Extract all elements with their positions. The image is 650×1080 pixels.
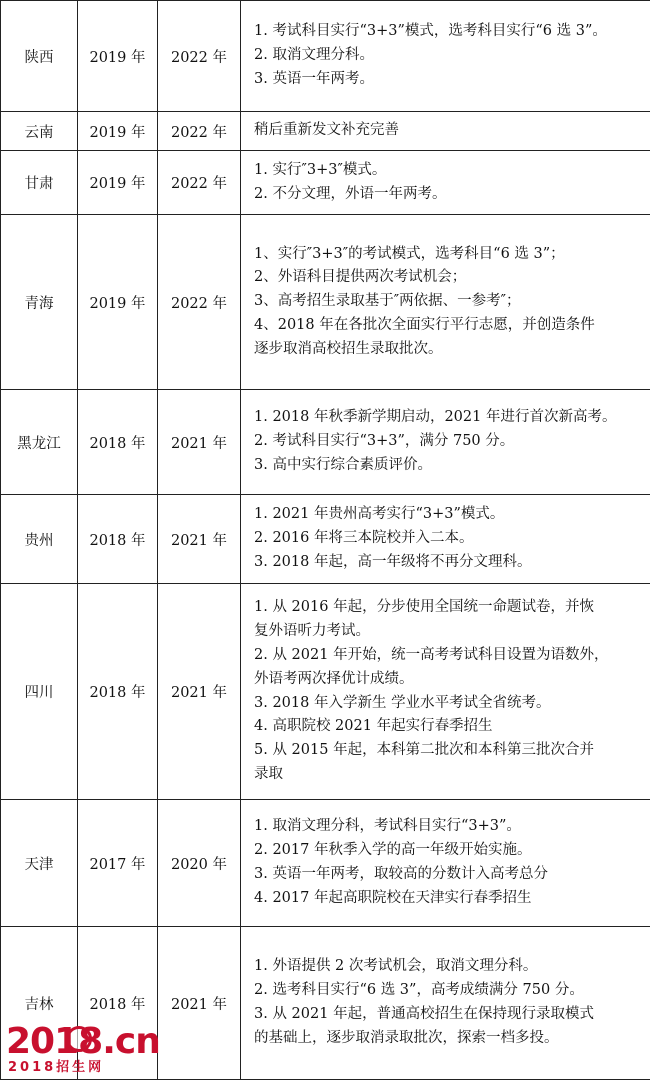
policy-line: 3、高考招生录取基于″两依据、一参考″； [254, 290, 642, 314]
province-cell: 贵州 [1, 495, 78, 584]
policy-table-body [1, 1, 650, 1080]
end-year-cell: 2021 年 [158, 584, 241, 800]
start-year-cell: 2018 年 [78, 495, 158, 584]
province-cell: 黑龙江 [1, 390, 78, 495]
policy-line: 2、外语科目提供两次考试机会； [254, 266, 642, 290]
table-row [1, 800, 650, 927]
end-year-cell: 2021 年 [158, 495, 241, 584]
start-year-cell: 2019 年 [78, 1, 158, 112]
policy-line: 1. 2021 年贵州高考实行“3+3”模式。 [254, 503, 642, 527]
policy-line: 1. 从 2016 年起，分步使用全国统一命题试卷，并恢 [254, 596, 642, 620]
site-watermark-logo [0, 1022, 170, 1079]
policy-line: 2. 不分文理，外语一年两考。 [254, 183, 642, 207]
policy-line: 4. 2017 年起高职院校在天津实行春季招生 [254, 887, 642, 911]
policy-line: 1. 考试科目实行“3+3”模式，选考科目实行“6 选 3”。 [254, 20, 642, 44]
policy-details-cell [241, 1, 650, 112]
end-year-cell: 2020 年 [158, 800, 241, 927]
policy-line: 稍后重新发文补充完善 [254, 119, 642, 143]
policy-line: 1. 外语提供 2 次考试机会，取消文理分科。 [254, 955, 642, 979]
policy-details-cell [241, 800, 650, 927]
policy-line: 2. 从 2021 年开始，统一高考考试科目设置为语数外， [254, 644, 642, 668]
table-row [1, 215, 650, 390]
policy-details-cell [241, 584, 650, 800]
table-row [1, 390, 650, 495]
policy-details-cell [241, 151, 650, 215]
policy-line: 复外语听力考试。 [254, 620, 642, 644]
policy-details-cell [241, 495, 650, 584]
end-year-cell: 2022 年 [158, 112, 241, 151]
province-cell: 吉林 [1, 927, 78, 1080]
province-cell: 甘肃 [1, 151, 78, 215]
start-year-cell: 2018 年 [78, 390, 158, 495]
policy-line: 外语考两次择优计成绩。 [254, 668, 642, 692]
policy-line: 录取 [254, 763, 642, 787]
table-row [1, 1, 650, 112]
policy-line: 2. 取消文理分科。 [254, 44, 642, 68]
policy-line: 4、2018 年在各批次全面实行平行志愿，并创造条件 [254, 314, 642, 338]
policy-line: 1. 实行″3+3″模式。 [254, 159, 642, 183]
policy-line: 逐步取消高校招生录取批次。 [254, 338, 642, 362]
policy-line: 的基础上，逐步取消录取批次，探索一档多投。 [254, 1027, 642, 1051]
province-cell: 天津 [1, 800, 78, 927]
policy-line: 3. 2018 年入学新生 学业水平考试全省统考。 [254, 692, 642, 716]
start-year-cell: 2018 年 [78, 927, 158, 1080]
policy-line: 3. 2018 年起，高一年级将不再分文理科。 [254, 551, 642, 575]
table-row [1, 112, 650, 151]
province-cell: 青海 [1, 215, 78, 390]
end-year-cell: 2021 年 [158, 927, 241, 1080]
policy-line: 1. 取消文理分科，考试科目实行“3+3”。 [254, 815, 642, 839]
province-cell: 四川 [1, 584, 78, 800]
end-year-cell: 2022 年 [158, 215, 241, 390]
policy-details-cell [241, 215, 650, 390]
policy-line: 3. 英语一年两考。 [254, 68, 642, 92]
policy-details-cell [241, 112, 650, 151]
policy-line: 1. 2018 年秋季新学期启动，2021 年进行首次新高考。 [254, 406, 642, 430]
start-year-cell: 2019 年 [78, 215, 158, 390]
policy-line: 2. 考试科目实行“3+3”，满分 750 分。 [254, 430, 642, 454]
start-year-cell: 2018 年 [78, 584, 158, 800]
table-row [1, 584, 650, 800]
table-row [1, 495, 650, 584]
policy-line: 2. 2017 年秋季入学的高一年级开始实施。 [254, 839, 642, 863]
policy-line: 3. 英语一年两考，取较高的分数计入高考总分 [254, 863, 642, 887]
watermark-main-text: 2018.cn [6, 1022, 160, 1062]
policy-line: 1、实行″3+3″的考试模式，选考科目“6 选 3”； [254, 243, 642, 267]
policy-line: 3. 从 2021 年起，普通高校招生在保持现行录取模式 [254, 1003, 642, 1027]
end-year-cell: 2022 年 [158, 1, 241, 112]
policy-line: 4. 高职院校 2021 年起实行春季招生 [254, 715, 642, 739]
policy-line: 5. 从 2015 年起，本科第二批次和本科第三批次合并 [254, 739, 642, 763]
policy-line: 2. 选考科目实行“6 选 3”，高考成绩满分 750 分。 [254, 979, 642, 1003]
table-row [1, 151, 650, 215]
policy-details-cell [241, 390, 650, 495]
start-year-cell: 2019 年 [78, 112, 158, 151]
end-year-cell: 2021 年 [158, 390, 241, 495]
province-cell: 云南 [1, 112, 78, 151]
province-cell: 陕西 [1, 1, 78, 112]
start-year-cell: 2019 年 [78, 151, 158, 215]
policy-line: 3. 高中实行综合素质评价。 [254, 454, 642, 478]
policy-line: 2. 2016 年将三本院校并入二本。 [254, 527, 642, 551]
policy-details-cell [241, 927, 650, 1080]
watermark-sub-text: 2018招生网 [8, 1060, 104, 1076]
end-year-cell: 2022 年 [158, 151, 241, 215]
start-year-cell: 2017 年 [78, 800, 158, 927]
